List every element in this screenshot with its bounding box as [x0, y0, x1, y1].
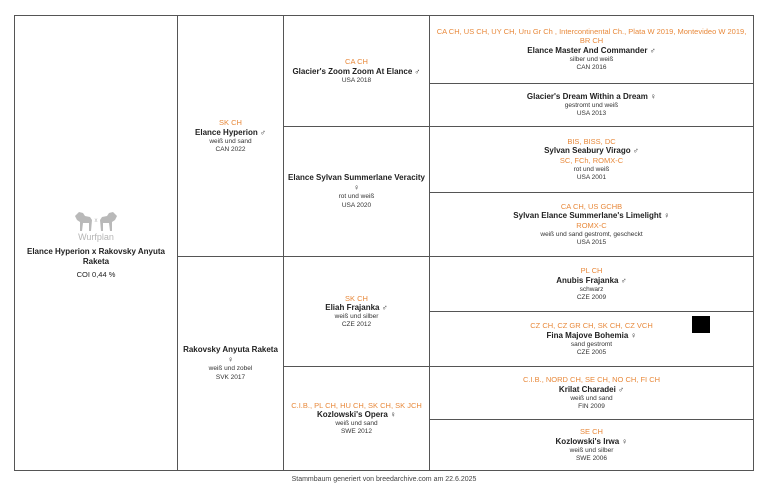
dog-titles: CA CH, US GCHB: [560, 202, 623, 211]
female-icon: ♀: [650, 91, 657, 101]
dog-origin: FIN 2009: [578, 402, 605, 410]
female-icon: ♀: [390, 410, 397, 420]
dog-name[interactable]: Rakovsky Anyuta Raketa ♀: [183, 345, 278, 365]
dog-name[interactable]: Glacier's Dream Within a Dream ♀: [526, 91, 657, 101]
redaction-block: [692, 316, 710, 333]
root-cell: [15, 16, 177, 470]
dog-titles: SK CH: [219, 118, 242, 128]
dog-origin: USA 2013: [576, 110, 607, 117]
dog-origin: CZE 2009: [576, 293, 607, 301]
dog-origin: USA 2015: [576, 238, 607, 246]
dog-titles: SE CH: [580, 427, 603, 437]
dog-origin: CAN 2016: [576, 63, 607, 71]
male-icon: ♂: [620, 275, 627, 285]
dog-titles: SK CH: [345, 293, 368, 303]
male-icon: ♂: [649, 45, 656, 55]
great-grandparent-cell[interactable]: [430, 193, 753, 256]
sire-cell[interactable]: [178, 16, 283, 256]
dog-color: sand gestromt: [570, 340, 613, 348]
great-grandparent-cell[interactable]: [430, 367, 753, 419]
dog-name[interactable]: Elance Hyperion ♂: [195, 127, 266, 137]
dog-color: weiß und sand gestromt, gescheckt: [540, 230, 643, 238]
dog-color: weiß und silber: [569, 446, 614, 454]
dam-cell[interactable]: [178, 257, 283, 470]
dog-color: gestromt und weiß: [564, 101, 619, 109]
dog-origin: CZE 2005: [576, 348, 607, 356]
female-icon: ♀: [353, 183, 360, 193]
female-icon: ♀: [663, 211, 670, 221]
dog-origin: CZE 2012: [341, 321, 372, 329]
dog-origin: CAN 2022: [215, 145, 246, 153]
dog-origin: USA 2020: [341, 201, 372, 209]
great-grandparent-cell[interactable]: [430, 84, 753, 126]
coi-value: COI 0,44 %: [76, 269, 116, 279]
dog-name[interactable]: Kozlowski's Opera ♀: [316, 410, 397, 420]
female-icon: ♀: [227, 355, 234, 365]
dog-name[interactable]: Fina Majove Bohemia ♀: [546, 330, 637, 340]
dog-titles-after: ROMX-C: [576, 221, 607, 231]
dog-color: schwarz: [579, 285, 604, 293]
dog-color: weiß und sand: [209, 137, 252, 145]
dog-color: silber und weiß: [569, 55, 614, 63]
great-grandparent-cell[interactable]: [430, 16, 753, 83]
pedigree-table: [14, 15, 754, 471]
logo-label: Wurfplan: [78, 231, 114, 242]
borzoi-pair-icon: [73, 207, 119, 233]
male-icon: ♂: [381, 303, 388, 313]
dog-origin: SWE 2006: [575, 454, 608, 462]
dog-titles-after: SC, FCh, ROMX-C: [559, 156, 624, 166]
dog-name[interactable]: Sylvan Seabury Virago ♂: [544, 146, 639, 156]
dog-name[interactable]: Sylvan Elance Summerlane's Limelight ♀: [513, 211, 670, 221]
male-icon: ♂: [618, 384, 625, 394]
grandparent-cell[interactable]: [284, 16, 429, 126]
footer-note: Stammbaum generiert von breedarchive.com am 22.6.2025: [291, 476, 477, 483]
great-grandparent-cell[interactable]: [430, 420, 753, 470]
dog-name[interactable]: Elance Master And Commander ♂: [527, 45, 656, 55]
male-icon: ♂: [414, 66, 421, 76]
dog-name[interactable]: Kozlowski's Irwa ♀: [555, 436, 628, 446]
dog-color: weiß und silber: [334, 313, 379, 321]
dog-titles: CA CH, US CH, UY CH, Uru Gr Ch , Intercontinental Ch., Plata W 2019, Montevideo W 2019, BR CH: [436, 27, 747, 46]
svg-text:x: x: [94, 217, 98, 224]
dog-name[interactable]: Elance Sylvan Summerlane Veracity ♀: [288, 173, 425, 193]
dog-titles: CZ CH, CZ GR CH, SK CH, CZ VCH: [530, 321, 653, 331]
wurfplan-logo: [73, 207, 119, 243]
dog-titles: CA CH: [345, 57, 368, 67]
dog-origin: SVK 2017: [215, 373, 246, 381]
dog-titles: C.I.B., PL CH, HU CH, SK CH, SK JCH: [291, 400, 422, 410]
great-grandparent-cell[interactable]: [430, 127, 753, 192]
dog-name[interactable]: Krilat Charadei ♂: [558, 384, 625, 394]
dog-origin: USA 2018: [341, 76, 372, 84]
dog-origin: USA 2001: [576, 173, 607, 181]
dog-name[interactable]: Anubis Frajanka ♂: [556, 275, 627, 285]
grandparent-cell[interactable]: [284, 367, 429, 470]
grandparent-cell[interactable]: [284, 257, 429, 366]
dog-origin: SWE 2012: [340, 428, 373, 436]
dog-color: weiß und sand: [570, 394, 613, 402]
dog-titles: C.I.B., NORD CH, SE CH, NO CH, FI CH: [522, 375, 661, 385]
litter-name: Elance Hyperion x Rakovsky Anyuta Raketa: [27, 247, 165, 267]
female-icon: ♀: [621, 436, 628, 446]
dog-color: rot und weiß: [573, 165, 610, 173]
dog-titles: PL CH: [580, 266, 603, 276]
male-icon: ♂: [259, 127, 266, 137]
dog-name[interactable]: Eliah Frajanka ♂: [325, 303, 388, 313]
dog-titles: BIS, BISS, DC: [567, 137, 616, 146]
grandparent-cell[interactable]: [284, 127, 429, 256]
dog-color: weiß und zobel: [208, 365, 253, 373]
male-icon: ♂: [632, 146, 639, 156]
dog-color: weiß und sand: [335, 420, 378, 428]
female-icon: ♀: [630, 330, 637, 340]
dog-name[interactable]: Glacier's Zoom Zoom At Elance ♂: [292, 66, 421, 76]
dog-color: rot und weiß: [338, 193, 375, 201]
great-grandparent-cell[interactable]: [430, 257, 753, 311]
